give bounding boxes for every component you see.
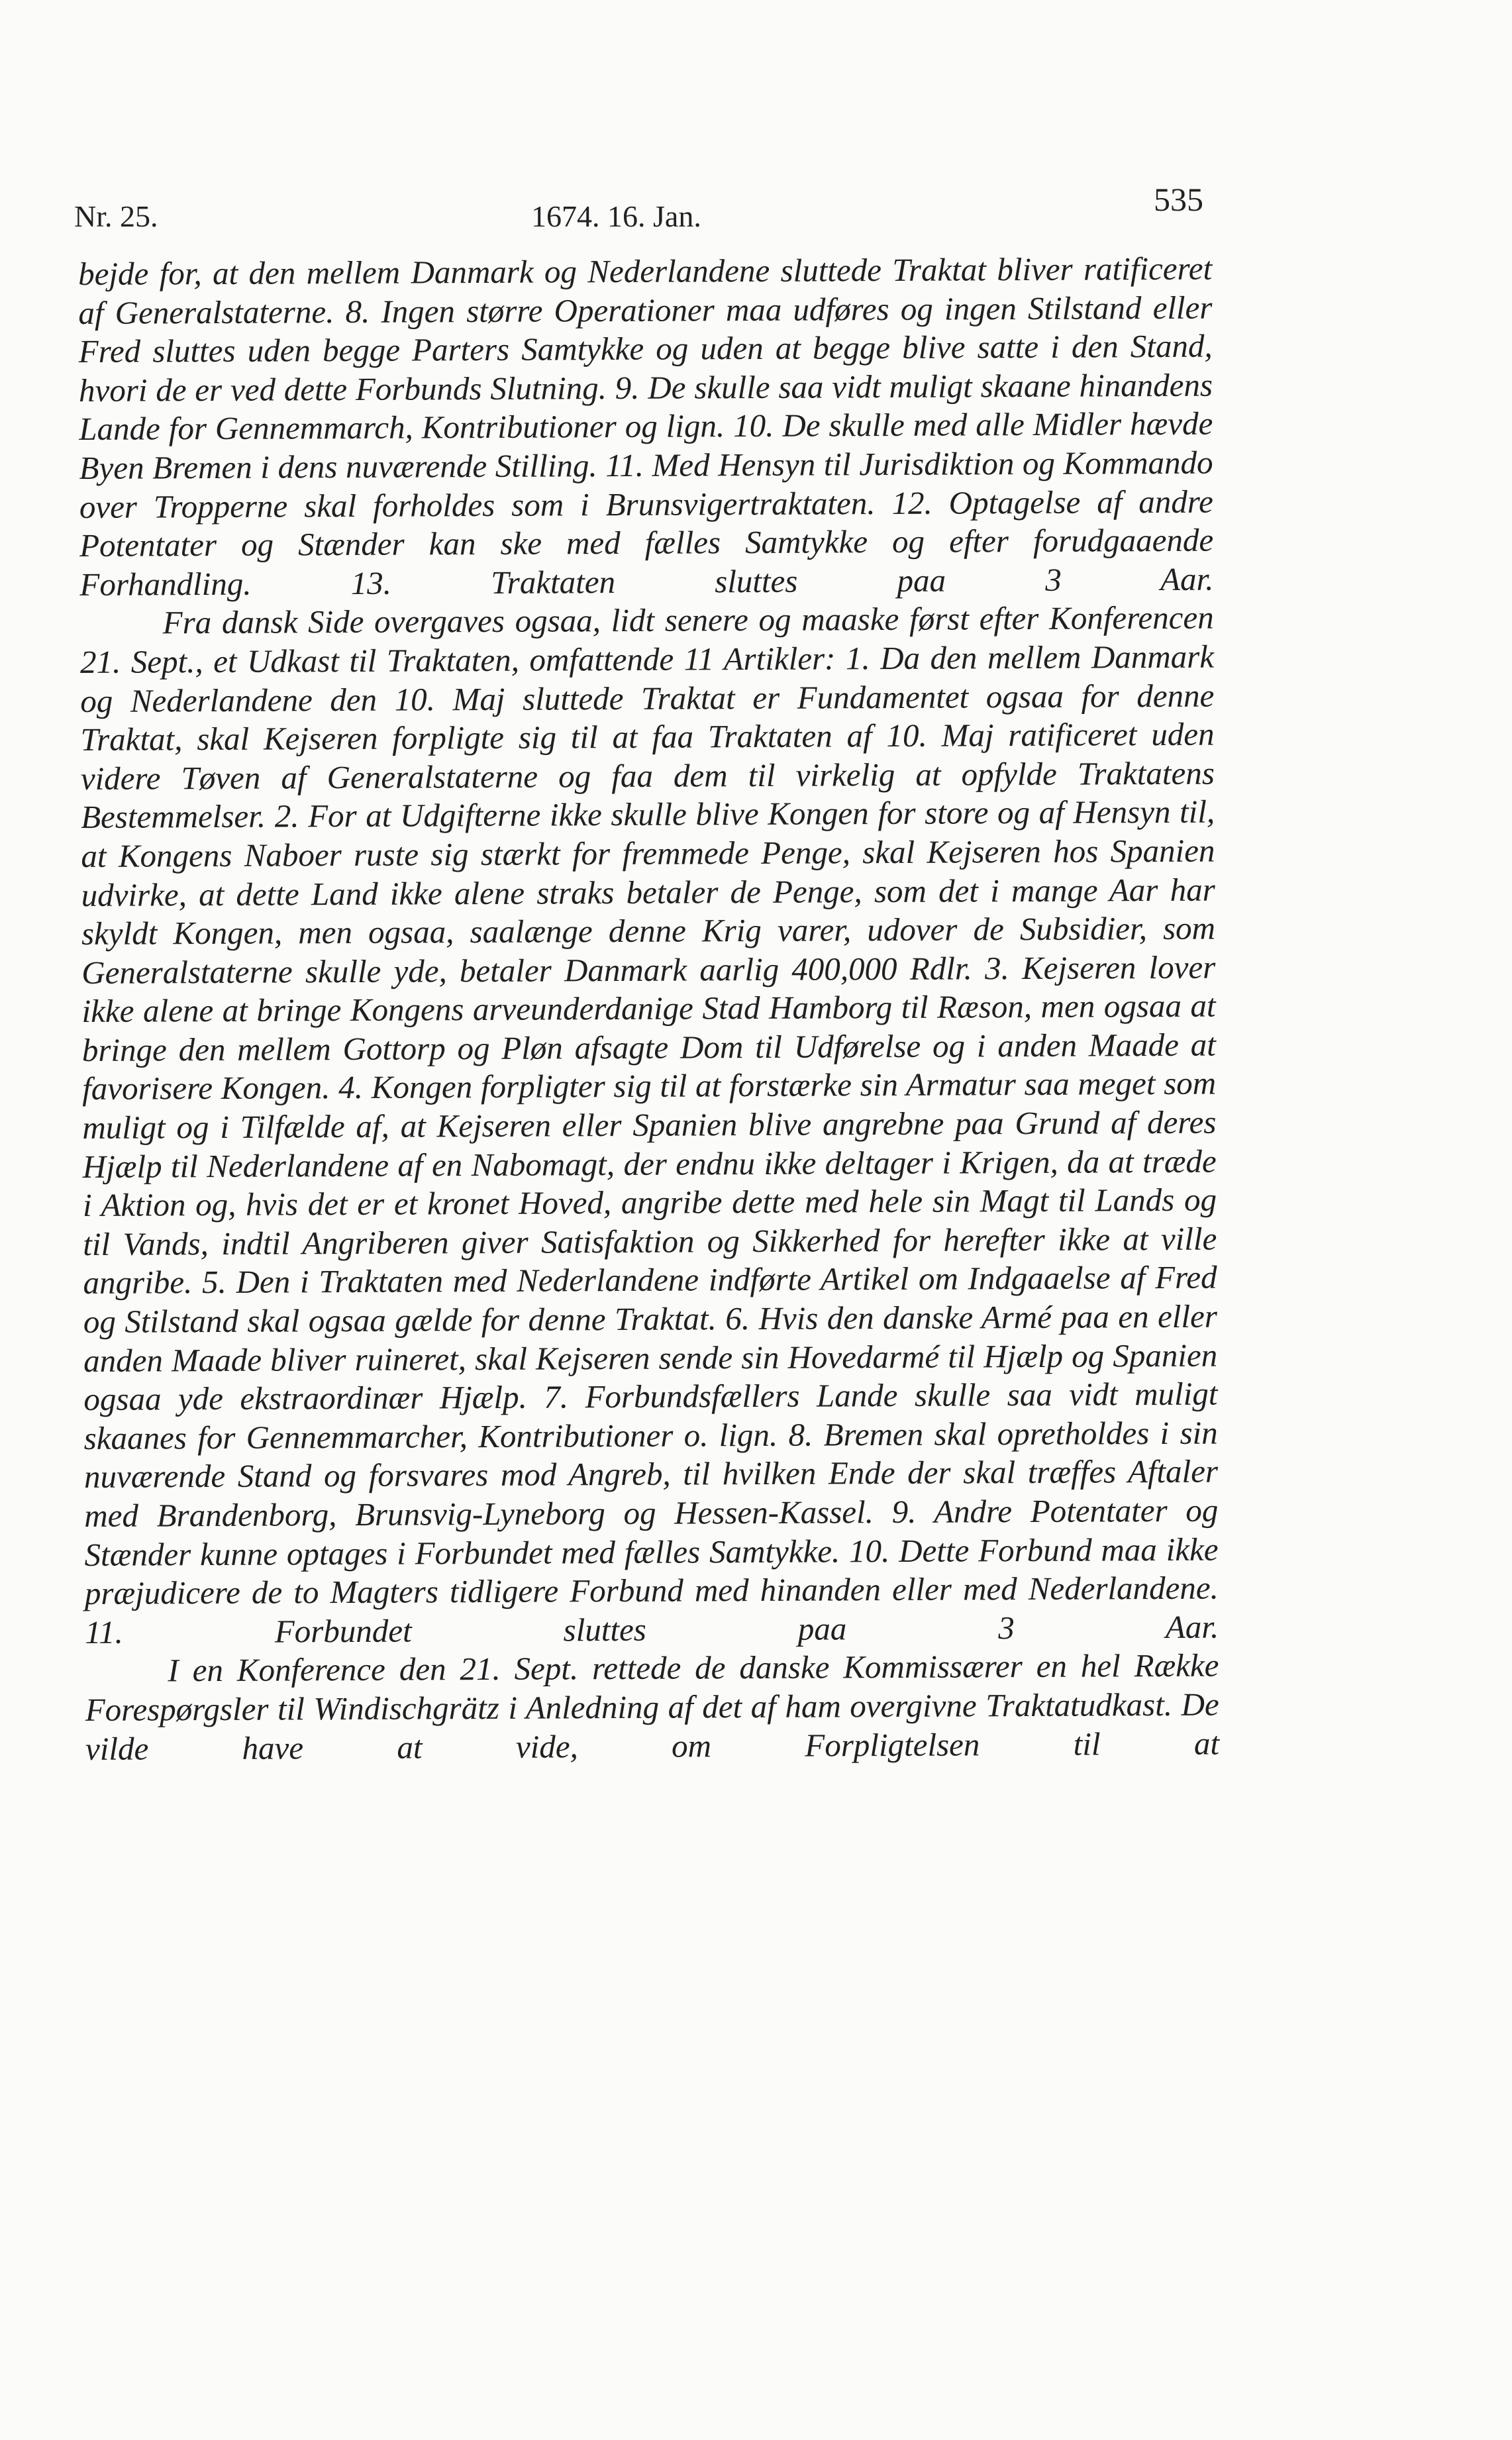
document-number: Nr. 25. <box>74 199 158 233</box>
paragraph-treaty-continuation: bejde for, at den mellem Danmark og Nederlandene sluttede Traktat bliver ratificeret af Generalstaterne. 8. Ingen større Operationer maa udføres og ingen Stilstand eller Fred sluttes uden begge Parters Samtykke og uden at begge blive satte i den Stand, hvori de er ved dette Forbunds Slutning. 9. De skulle saa vidt muligt skaane hinandens Lande for Gennemmarch, Kontributioner og lign. 10. De skulle med alle Midler hævde Byen Bremen i dens nuværende Stilling. 11. Med Hensyn til Jurisdiktion og Kommando over Tropperne skal forholdes som i Brunsvigertraktaten. 12. Optagelse af andre Potentater og Stænder kan ske med fælles Samtykke og efter forudgaaende Forhandling. 13. Traktaten sluttes paa 3 Aar. <box>78 250 1214 603</box>
body-text <box>78 250 1219 1768</box>
paragraph-conference: I en Konference den 21. Sept. rettede de danske Kommissærer en hel Række Forespørgsler til Windischgrätz i Anledning af det af ham overgivne Traktatudkast. De vilde have at vide, om Forpligtelsen til at <box>85 1647 1220 1767</box>
paragraph-danish-draft: Fra dansk Side overgaves ogsaa, lidt senere og maaske først efter Konferencen 21. Sept., et Udkast til Traktaten, omfattende 11 Artikler: 1. Da den mellem Danmark og Nederlandene den 10. Maj sluttede Traktat er Fundamentet ogsaa for denne Traktat, skal Kejseren forpligte sig til at faa Traktaten af 10. Maj ratificeret uden videre Tøven af Generalstaterne og faa dem til virkelig at opfylde Traktatens Bestemmelser. 2. For at Udgifterne ikke skulle blive Kongen for store og af Hensyn til, at Kongens Naboer ruste sig stærkt for fremmede Penge, skal Kejseren hos Spanien udvirke, at dette Land ikke alene straks betaler de Penge, som det i mange Aar har skyldt Kongen, men ogsaa, saalænge denne Krig varer, udover de Subsidier, som Generalstaterne skulle yde, betaler Danmark aarlig 400,000 Rdlr. 3. Kejseren lover ikke alene at bringe Kongens arveunderdanige Stad Hamborg til Ræson, men ogsaa at bringe den mellem Gottorp og Pløn afsagte Dom til Udførelse og i anden Maade at favorisere Kongen. 4. Kongen forpligter sig til at forstærke sin Armatur saa meget som muligt og i Tilfælde af, at Kejseren eller Spanien blive angrebne paa Grund af deres Hjælp til Nederlandene af en Nabomagt, der endnu ikke deltager i Krigen, da at træde i Aktion og, hvis det er et kronet Hoved, angribe dette med hele sin Magt til Lands og til Vands, indtil Angriberen giver Satisfaktion og Sikkerhed for herefter ikke at ville angribe. 5. Den i Traktaten med Nederlandene indførte Artikel om Indgaaelse af Fred og Stilstand skal ogsaa gælde for denne Traktat. 6. Hvis den danske Armé paa en eller anden Maade bliver ruineret, skal Kejseren sende sin Hovedarmé til Hjælp og Spanien ogsaa yde ekstraordinær Hjælp. 7. Forbundsfællers Lande skulle saa vidt muligt skaanes for Gennemmarcher, Kontributioner o. lign. 8. Bremen skal opretholdes i sin nuværende Stand og forsvares mod Angreb, til hvilken Ende der skal træffes Aftaler med Brandenborg, Brunsvig-Lyneborg og Hessen-Kassel. 9. Andre Potentater og Stænder kunne optages i Forbundet med fælles Samtykke. 10. Dette Forbund maa ikke præjudicere de to Magters tidligere Forbund med hinanden eller med Nederlandene. 11. Forbundet sluttes paa 3 Aar. <box>79 599 1219 1651</box>
page-number: 535 <box>1154 181 1203 218</box>
running-head <box>74 174 1203 233</box>
document-date: 1674. 16. Jan. <box>531 199 701 233</box>
